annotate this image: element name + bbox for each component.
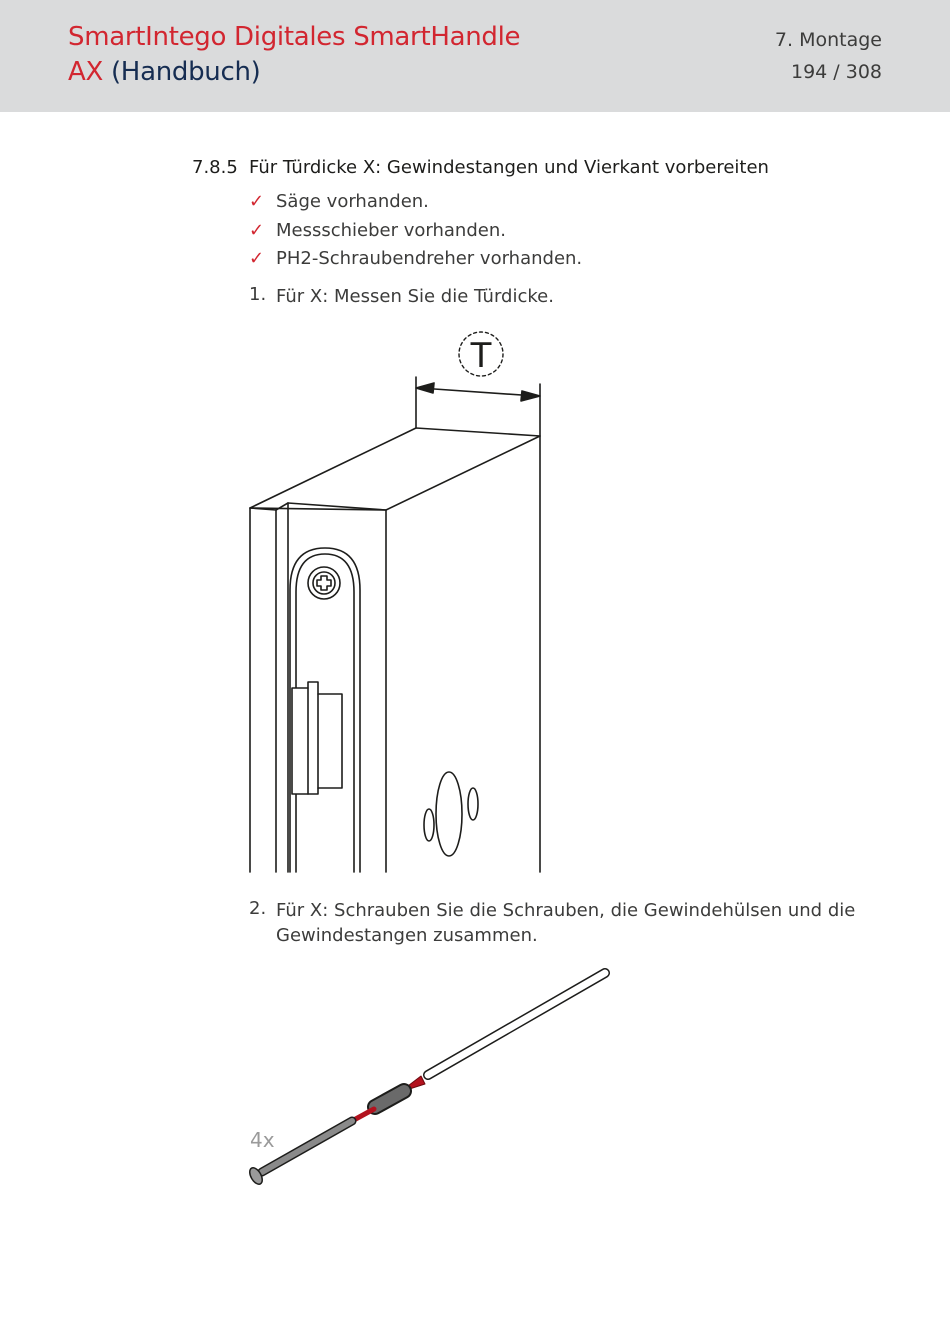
step-text: Für X: Messen Sie die Türdicke. [276, 286, 554, 307]
step-number: 2. [249, 898, 267, 919]
step-text: Für X: Schrauben Sie die Schrauben, die Gewindehülsen und die Gewindestangen zusammen. [276, 900, 856, 946]
section-number: 7.8.5 [192, 157, 238, 178]
document-title: SmartIntego Digitales SmartHandle [68, 22, 521, 52]
prerequisite-text: Säge vorhanden. [276, 191, 429, 212]
page-number: 194 / 308 [790, 61, 882, 83]
step-number: 1. [249, 284, 267, 305]
check-icon: ✓ [249, 191, 265, 212]
prerequisite-item [249, 248, 582, 269]
check-icon: ✓ [249, 248, 265, 269]
screw-hole [424, 809, 434, 841]
cylinder-hole [436, 772, 462, 856]
prerequisite-text: Messschieber vorhanden. [276, 220, 506, 241]
quantity-label: 4x [250, 1128, 275, 1152]
subtitle-model: AX [68, 57, 103, 87]
screw-hole [468, 788, 478, 820]
section-title: Für Türdicke X: Gewindestangen und Vierkant vorbereiten [249, 157, 769, 178]
chapter-label: 7. Montage [774, 29, 882, 51]
document-subtitle [68, 57, 260, 87]
subtitle-manual: (Handbuch) [110, 57, 261, 87]
arrow-left-icon [416, 383, 434, 393]
check-icon: ✓ [249, 220, 265, 241]
prerequisite-item [249, 220, 506, 241]
page-header [0, 0, 950, 112]
dimension-label: T [470, 336, 492, 376]
prerequisite-item [249, 191, 429, 212]
prerequisite-text: PH2-Schraubendreher vorhanden. [276, 248, 583, 269]
rod-assembly-illustration [240, 960, 620, 1190]
arrow-right-icon [521, 391, 540, 401]
door-thickness-illustration [240, 325, 560, 875]
